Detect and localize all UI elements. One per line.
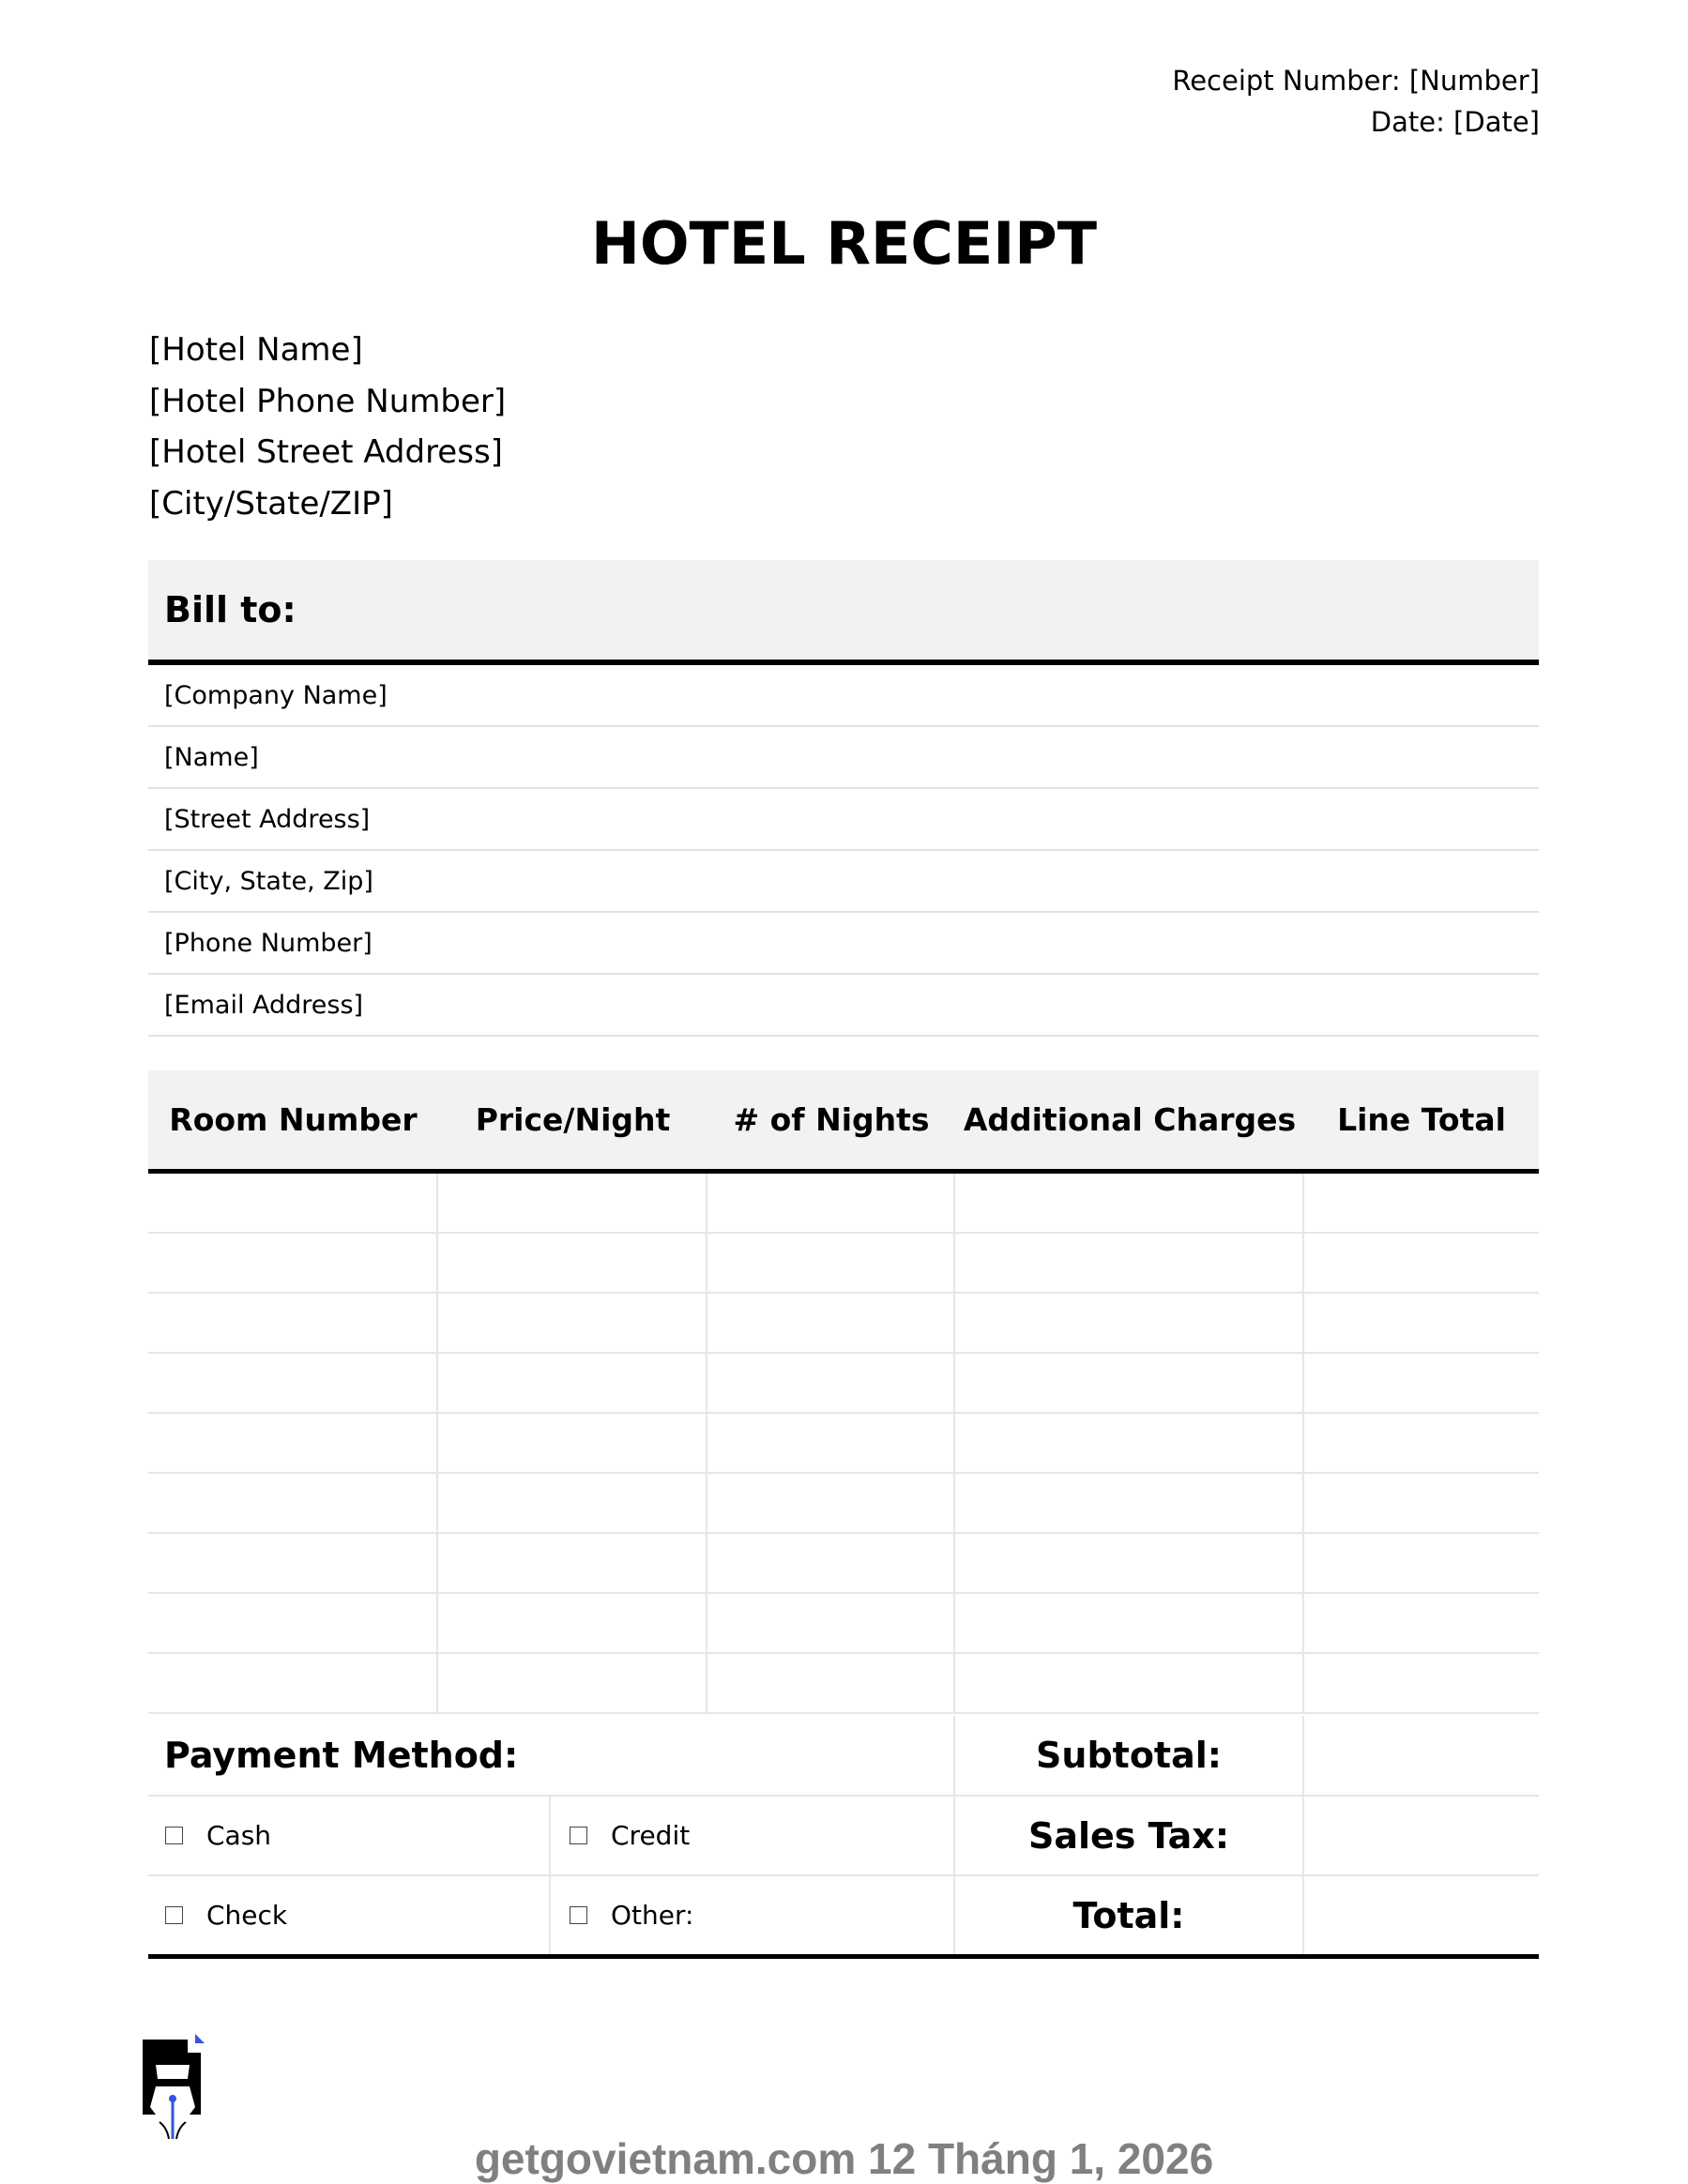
column-header-nights: # of Nights [733,1101,930,1138]
price-night-cell[interactable] [438,1234,707,1292]
hotel-info [149,325,506,529]
additional-charges-cell[interactable] [955,1594,1304,1652]
additional-charges-cell[interactable] [955,1354,1304,1412]
items-table-header [148,1070,1539,1174]
additional-charges-cell[interactable] [955,1534,1304,1592]
room-number-cell[interactable] [148,1294,438,1352]
checkbox-icon[interactable] [570,1906,587,1924]
additional-charges-cell[interactable] [955,1174,1304,1232]
hotel-phone: [Hotel Phone Number] [149,382,507,420]
payment-option-label: Cash [206,1820,272,1851]
bill-to-email-field[interactable]: [Email Address] [148,975,1539,1037]
payment-option-label: Credit [611,1820,691,1851]
column-header-additional-charges: Additional Charges [963,1101,1297,1138]
payment-option-other[interactable] [551,1876,953,1954]
bill-to-company-field[interactable]: [Company Name] [148,665,1539,727]
room-number-cell[interactable] [148,1414,438,1472]
payment-options-row-1 [148,1797,955,1874]
nights-cell[interactable] [707,1174,955,1232]
checkbox-icon[interactable] [165,1827,183,1844]
payment-method-heading: Payment Method: [164,1735,519,1776]
table-row [148,1174,1539,1234]
additional-charges-cell[interactable] [955,1474,1304,1532]
additional-charges-cell[interactable] [955,1414,1304,1472]
room-number-cell[interactable] [148,1474,438,1532]
payment-totals-section [148,1716,1539,1959]
nights-cell[interactable] [707,1534,955,1592]
subtotal-value[interactable] [1304,1716,1539,1795]
bill-to-section [148,560,1539,1037]
nights-cell[interactable] [707,1594,955,1652]
room-number-cell[interactable] [148,1174,438,1232]
price-night-cell[interactable] [438,1294,707,1352]
column-header-line-total: Line Total [1337,1101,1506,1138]
sales-tax-value[interactable] [1304,1797,1539,1874]
table-row [148,1594,1539,1654]
table-row [148,1474,1539,1534]
price-night-cell[interactable] [438,1594,707,1652]
room-number-cell[interactable] [148,1534,438,1592]
subtotal-label: Subtotal: [955,1716,1304,1795]
receipt-date: Date: [Date] [1370,106,1540,138]
document-pen-icon [143,2034,206,2139]
payment-option-cash[interactable] [148,1797,551,1874]
payment-option-label: Other: [611,1900,694,1931]
additional-charges-cell[interactable] [955,1294,1304,1352]
checkbox-icon[interactable] [570,1827,587,1844]
table-row [148,1654,1539,1714]
payment-heading-cell [148,1716,955,1795]
bill-to-name-field[interactable]: [Name] [148,727,1539,789]
column-header-room-number: Room Number [169,1101,418,1138]
nights-cell[interactable] [707,1294,955,1352]
receipt-number: Receipt Number: [Number] [1172,65,1540,97]
nights-cell[interactable] [707,1354,955,1412]
page-title: HOTEL RECEIPT [590,209,1098,278]
room-number-cell[interactable] [148,1354,438,1412]
checkbox-icon[interactable] [165,1906,183,1924]
nights-cell[interactable] [707,1234,955,1292]
bill-to-phone-field[interactable]: [Phone Number] [148,913,1539,975]
payment-option-check[interactable] [148,1876,551,1954]
line-total-cell[interactable] [1304,1234,1539,1292]
sales-tax-label: Sales Tax: [955,1797,1304,1874]
table-row [148,1414,1539,1474]
table-row [148,1354,1539,1414]
price-night-cell[interactable] [438,1534,707,1592]
payment-row-1 [148,1716,1539,1797]
room-number-cell[interactable] [148,1234,438,1292]
line-total-cell[interactable] [1304,1654,1539,1712]
bill-to-city-field[interactable]: [City, State, Zip] [148,851,1539,913]
additional-charges-cell[interactable] [955,1234,1304,1292]
bill-to-heading: Bill to: [148,560,1539,665]
payment-row-3 [148,1876,1539,1954]
table-row [148,1294,1539,1354]
total-label: Total: [955,1876,1304,1954]
line-total-cell[interactable] [1304,1534,1539,1592]
table-row [148,1534,1539,1594]
items-table-body [148,1174,1539,1714]
line-total-cell[interactable] [1304,1594,1539,1652]
price-night-cell[interactable] [438,1354,707,1412]
hotel-city-state-zip: [City/State/ZIP] [149,484,393,523]
receipt-meta [1172,60,1540,143]
payment-options-row-2 [148,1876,955,1954]
nights-cell[interactable] [707,1474,955,1532]
hotel-street: [Hotel Street Address] [149,433,503,471]
column-header-price-night: Price/Night [475,1101,671,1138]
payment-row-2 [148,1797,1539,1876]
payment-option-label: Check [206,1900,288,1931]
room-number-cell[interactable] [148,1594,438,1652]
items-table [148,1070,1539,1714]
nights-cell[interactable] [707,1414,955,1472]
hotel-name: [Hotel Name] [149,331,363,369]
room-number-cell[interactable] [148,1654,438,1712]
watermark: getgovietnam.com 12 Tháng 1, 2026 [474,2134,1214,2183]
line-total-cell[interactable] [1304,1174,1539,1232]
additional-charges-cell[interactable] [955,1654,1304,1712]
line-total-cell[interactable] [1304,1414,1539,1472]
price-night-cell[interactable] [438,1654,707,1712]
price-night-cell[interactable] [438,1174,707,1232]
payment-option-credit[interactable] [551,1797,953,1874]
price-night-cell[interactable] [438,1414,707,1472]
line-total-cell[interactable] [1304,1354,1539,1412]
nights-cell[interactable] [707,1654,955,1712]
line-total-cell[interactable] [1304,1294,1539,1352]
price-night-cell[interactable] [438,1474,707,1532]
line-total-cell[interactable] [1304,1474,1539,1532]
table-row [148,1234,1539,1294]
bill-to-street-field[interactable]: [Street Address] [148,789,1539,851]
total-value[interactable] [1304,1876,1539,1954]
